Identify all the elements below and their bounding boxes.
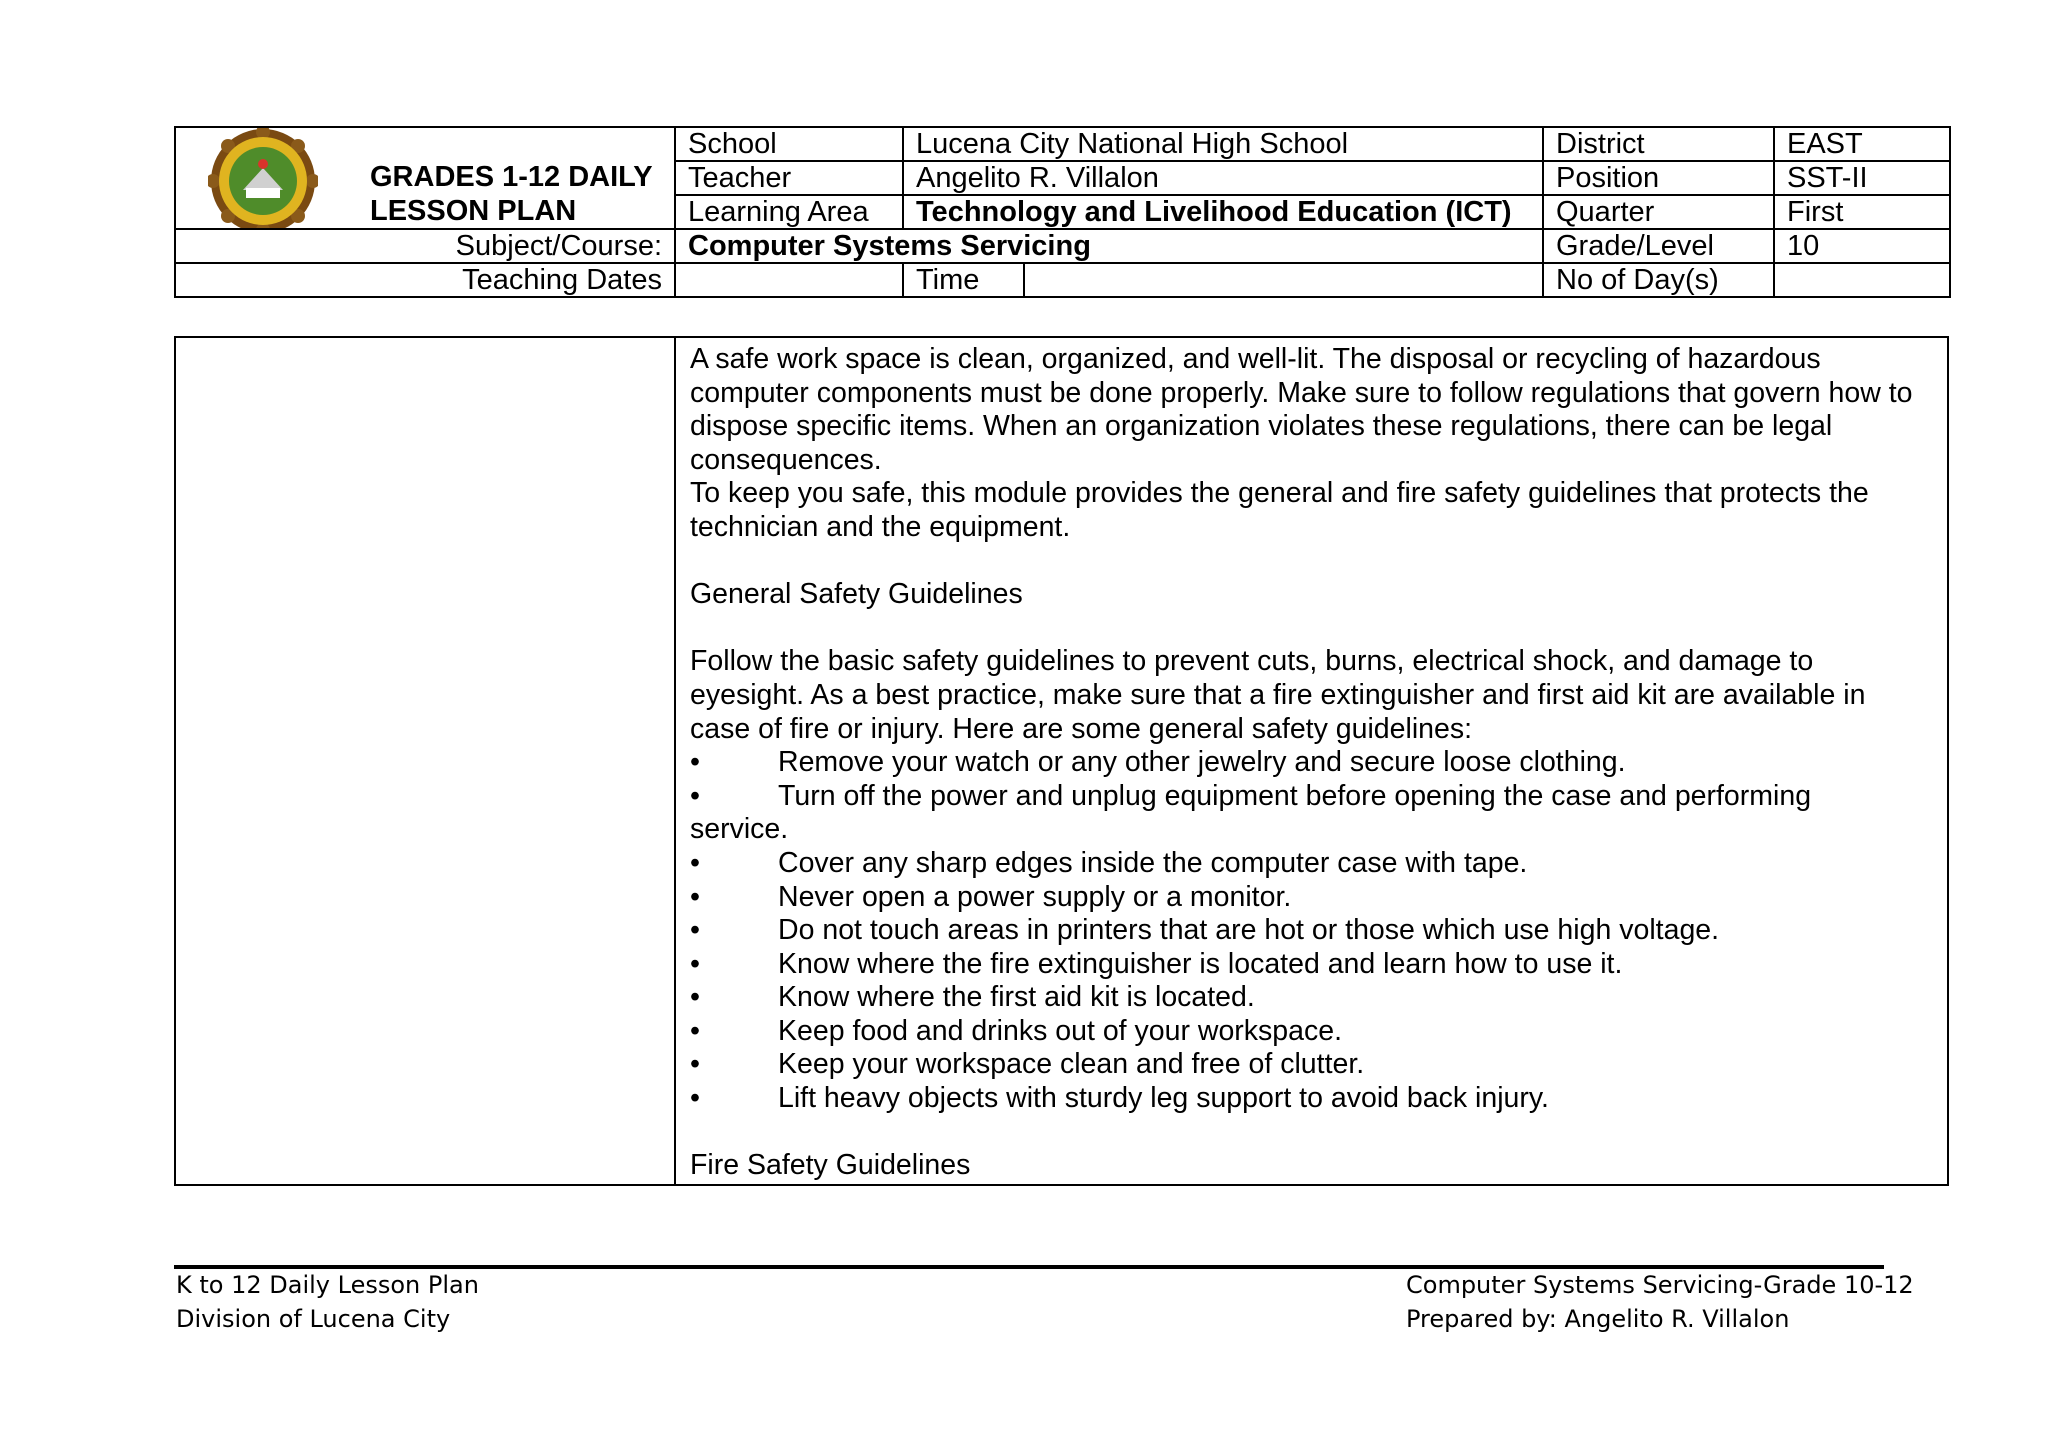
intro-paragraph: A safe work space is clean, organized, and well-lit. The disposal or recycling of hazardous computer components must be done properly. Make sure to follow regulations that govern how to dispose specific items. When an organization violates these regulations, there can be legal consequences. [690,343,1913,476]
footer-right-line-1: Computer Systems Servicing-Grade 10-12 [1406,1271,1914,1299]
days-value [1774,263,1950,297]
title-line-2: LESSON PLAN [370,195,577,227]
lesson-content [677,339,1946,1183]
list-item: • Lift heavy objects with sturdy leg support to avoid back injury. [690,1082,1549,1115]
footer-right-line-2: Prepared by: Angelito R. Villalon [1406,1305,1790,1333]
section-content-cell [675,337,1948,1185]
bullet-icon: • [690,1014,700,1047]
teacher-label: Teacher [675,161,903,195]
footer-right [1406,1268,1914,1336]
subject-value: Computer Systems Servicing [675,229,1543,263]
bullet-icon: • [690,846,700,879]
list-item: • Never open a power supply or a monitor. [690,880,1292,913]
header-table [174,126,1951,298]
bullet-icon: • [690,947,700,980]
bullet-icon: • [690,1082,700,1115]
days-label: No of Day(s) [1543,263,1774,297]
school-label: School [675,127,903,161]
district-value: EAST [1774,127,1950,161]
time-value [1024,263,1543,297]
list-item: • Do not touch areas in printers that are hot or those which use high voltage. [690,914,1720,947]
list-item: • Keep your workspace clean and free of clutter. [690,1048,1365,1081]
lesson-plan-title [370,160,653,228]
module-paragraph: To keep you safe, this module provides the general and fire safety guidelines that protects the technician and the equipment. [690,477,1869,543]
logo-cell [175,127,675,229]
grade-label: Grade/Level [1543,229,1774,263]
section-label-cell [175,337,675,1185]
position-label: Position [1543,161,1774,195]
bullet-icon: • [690,779,700,812]
list-item: • Know where the first aid kit is located. [690,981,1255,1014]
list-item: • Know where the fire extinguisher is located and learn how to use it. [690,947,1623,980]
list-item-continuation: service. [690,813,789,846]
grade-value: 10 [1774,229,1950,263]
title-line-1: GRADES 1-12 DAILY [370,161,653,193]
list-item: • Remove your watch or any other jewelry and secure loose clothing. [690,746,1626,779]
bullet-icon: • [690,914,700,947]
footer-left-line-2: Division of Lucena City [176,1305,451,1333]
time-label: Time [903,263,1024,297]
deped-seal-icon [208,128,318,229]
quarter-value: First [1774,195,1950,229]
bullet-icon: • [690,981,700,1014]
list-item: • Cover any sharp edges inside the computer case with tape. [690,846,1528,879]
school-value: Lucena City National High School [903,127,1543,161]
list-item: • Keep food and drinks out of your workspace. [690,1014,1343,1047]
teacher-value: Angelito R. Villalon [903,161,1543,195]
list-item: • Turn off the power and unplug equipment before opening the case and performing [690,779,1812,812]
fire-safety-heading: Fire Safety Guidelines [690,1149,971,1182]
footer-left [176,1268,479,1336]
bullet-icon: • [690,1048,700,1081]
district-label: District [1543,127,1774,161]
learning-area-label: Learning Area [675,195,903,229]
learning-area-value: Technology and Livelihood Education (ICT) [903,195,1543,229]
quarter-label: Quarter [1543,195,1774,229]
general-safety-paragraph: Follow the basic safety guidelines to prevent cuts, burns, electrical shock, and damage to eyesight. As a best practice, make sure that a fire extinguisher and first aid kit are available in case of fire or injury. Here are some general safety guidelines: [690,645,1866,745]
teaching-dates-label: Teaching Dates [175,263,675,297]
subject-label: Subject/Course: [175,229,675,263]
general-safety-heading: General Safety Guidelines [690,578,1023,611]
bullet-icon: • [690,746,700,779]
teaching-dates-value [675,263,903,297]
footer-left-line-1: K to 12 Daily Lesson Plan [176,1271,479,1299]
position-value: SST-II [1774,161,1950,195]
lesson-body-table [174,336,1949,1186]
bullet-icon: • [690,880,700,913]
